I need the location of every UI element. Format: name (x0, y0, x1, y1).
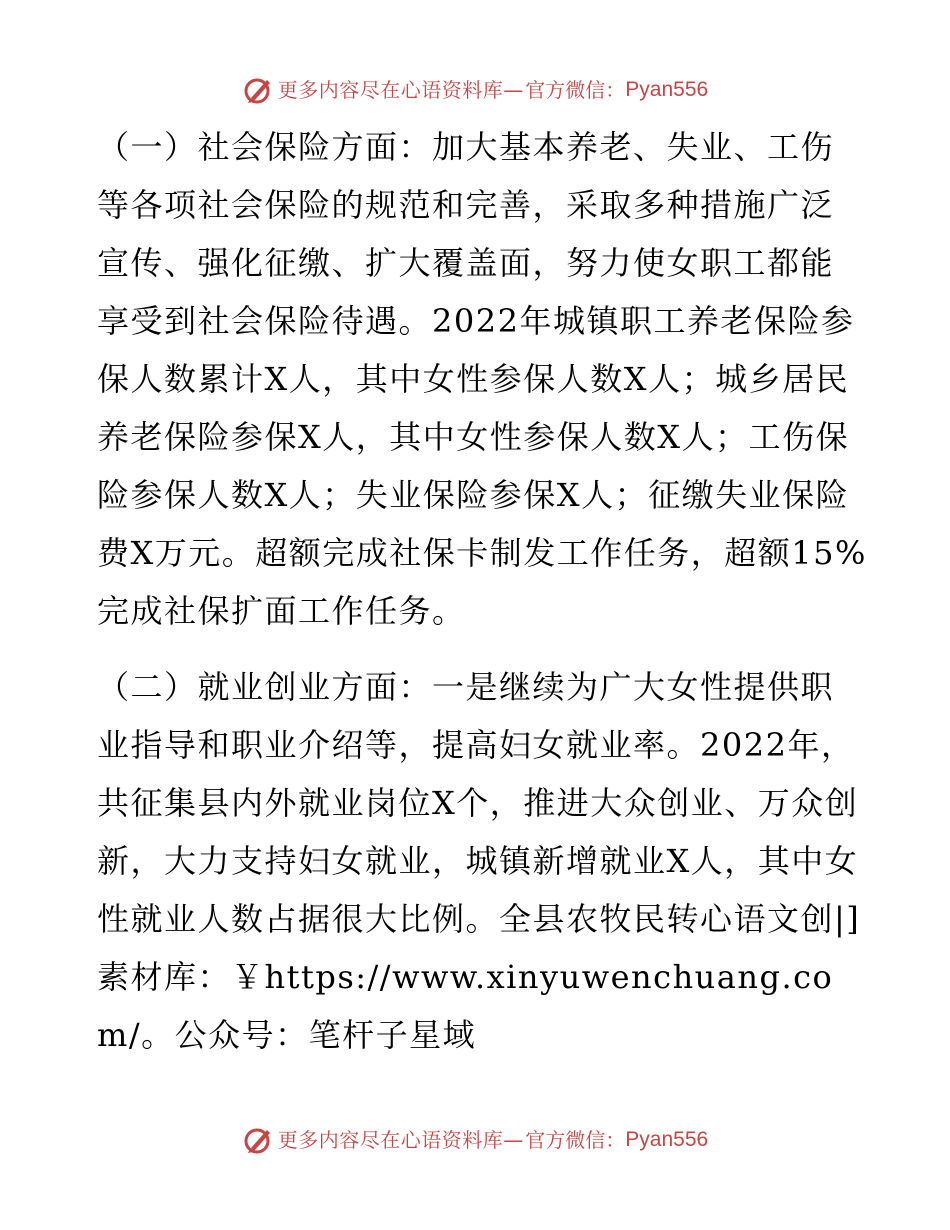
document-body (97, 118, 867, 1064)
pen-logo-icon (242, 1124, 274, 1156)
paragraph-social-insurance: （一）社会保险方面：加大基本养老、失业、工伤等各项社会保险的规范和完善，采取多种措施广泛宣传、强化征缴、扩大覆盖面，努力使女职工都能享受到社会保险待遇。2022年城镇职工养老保险参保人数累计X人，其中女性参保人数X人；城乡居民养老保险参保X人，其中女性参保人数X人；工伤保险参保人数X人；失业保险参保X人；征缴失业保险费X万元。超额完成社保卡制发工作任务，超额15%完成社保扩面工作任务。 (97, 128, 867, 630)
pen-logo-icon (242, 74, 274, 106)
watermark-wechat-id: Pyan556 (625, 78, 709, 101)
watermark-wechat-id: Pyan556 (625, 1128, 709, 1151)
footer-watermark (0, 1124, 950, 1156)
watermark-main-text: 更多内容尽在心语资料库 (277, 78, 504, 102)
watermark-wechat-label: 官方微信： (525, 78, 626, 102)
watermark-main-text: 更多内容尽在心语资料库 (277, 1128, 504, 1152)
watermark-wechat-label: 官方微信： (525, 1128, 626, 1152)
paragraph-employment: （二）就业创业方面：一是继续为广大女性提供职业指导和职业介绍等，提高妇女就业率。2022年，共征集县内外就业岗位X个，推进大众创业、万众创新，大力支持妇女就业，城镇新增就业X人，其中女性就业人数占据很大比例。全县农牧民转心语文创|]素材库：￥https://www.xinyuwenchuang.com/。公众号：笔杆子星域 (97, 668, 861, 1054)
watermark-dash: — (503, 78, 524, 102)
header-watermark (0, 74, 950, 106)
watermark-dash: — (503, 1128, 524, 1152)
